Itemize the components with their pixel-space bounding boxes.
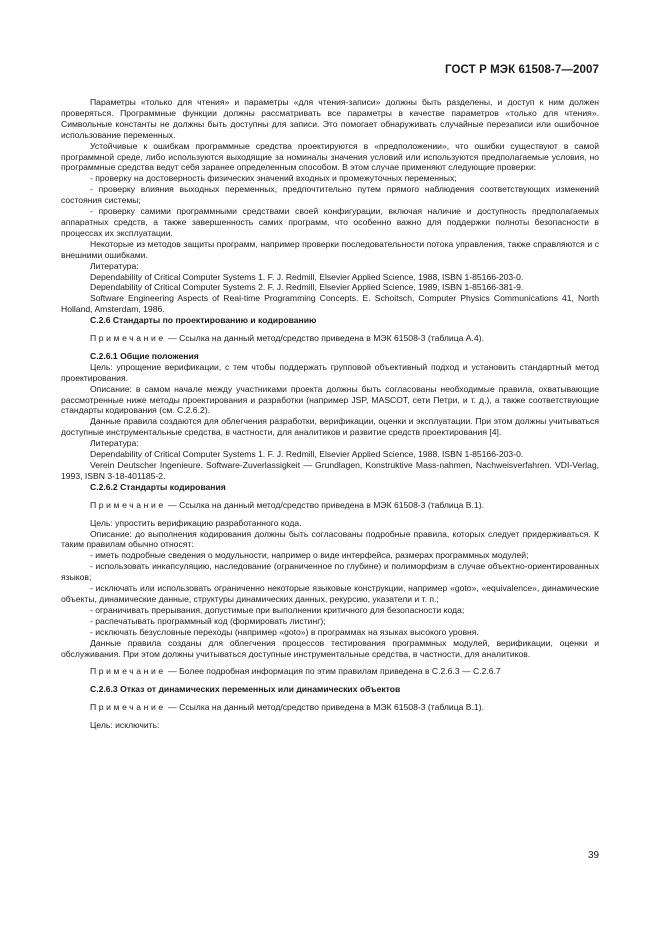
note-label: Примечание — [90, 666, 166, 677]
page-number: 39 — [588, 850, 600, 861]
list-item: - проверку влияния выходных переменных, предпочтительно путем прямого наблюдения соответствующих изменений состояния системы; — [61, 184, 599, 206]
note-text: — Ссылка на данный метод/средство приведена в МЭК 61508-3 (таблица В.1). — [165, 499, 484, 510]
list-item: - распечатывать программный код (формировать листинг); — [90, 615, 326, 626]
note-label: Примечание — [90, 702, 166, 713]
list-item: - проверку самими программными средствами своей конфигурации, включая наличие и доступность предполагаемых аппаратных средств, а также завершенность самих программ, что особенно важно для поддержки полноты безопасности в процессах их эксплуатации. — [61, 206, 599, 238]
paragraph: Цель: упростить верификацию разработанного кода. — [90, 517, 302, 528]
section-heading-c26: С.2.6 Стандарты по проектированию и кодированию — [90, 315, 317, 326]
reference: Software Engineering Aspects of Real-time Programming Concepts. E. Schoitsch, Computer Physics Communications 41, North Holland, Amsterdam, 1986. — [61, 293, 599, 315]
list-item: - ограничивать прерывания, допустимые при выполнении критичного для безопасности кода; — [90, 604, 465, 615]
paragraph: Цель: упрощение верификации, с тем чтобы поддержать групповой объективный подход и установить стандартный метод проектирования. — [61, 361, 599, 383]
reference: Verein Deutscher Ingenieure. Software-Zuverlassigkeit — Grundlagen, Konstruktive Mass-nahmen, Nachweisverfahren. VDI-Verlag, 1993, ISBN 3-18-401185-2. — [61, 460, 599, 481]
list-item: - проверку на достоверность физических значений входных и промежуточных переменных; — [90, 173, 457, 184]
list-item: - исключать или использовать ограниченно некоторые языковые конструкции, например «goto», «equivalence», динамические объекты, динамические данные, структуры динамических данных, рекурсию, указатели и т. п.; — [61, 583, 599, 604]
note-text: — Ссылка на данный метод/средство приведена в МЭК 61508-3 (таблица В.1). — [165, 702, 484, 713]
paragraph: Цель: исключить: — [90, 720, 160, 731]
paragraph: Данные правила создаются для облегчения разработки, верификации, оценки и эксплуатации. При этом должны учитываться доступные инструментальные средства, в частности, для аналитиков и развитие средств проектирования [4]. — [61, 416, 599, 438]
reference: Dependability of Critical Computer Systems 1. F. J. Redmill, Elsevier Applied Science, 1988, ISBN 1-85166-203-0. — [90, 271, 524, 282]
note-label: Примечание — [90, 333, 166, 344]
paragraph: Данные правила созданы для облегчения процессов тестирования программных модулей, верификации, оценки и обслуживания. При этом должны учитываться доступные инструментальные средства, в частности, для аналитиков. — [61, 637, 599, 659]
paragraph: Некоторые из методов защиты программ, например проверки последовательности потока управления, также справляются и с внешними ошибками. — [61, 238, 599, 260]
section-heading-c263: С.2.6.3 Отказ от динамических переменных или динамических объектов — [90, 684, 401, 695]
list-item: - иметь подробные сведения о модульности, например о виде интерфейса, размерах программных модулей; — [90, 550, 529, 561]
page-body — [61, 97, 599, 731]
paragraph: Параметры «только для чтения» и параметры «для чтения-записи» должны быть разделены, и доступ к ним должен проверяться. Программные функции должны рассматривать все параметры в качестве параметров «только для чтения». Символьные константы не должны быть доступны для записи. Это помогает обнаруживать случайные перезаписи или ошибочное использование переменных. — [61, 97, 599, 140]
note-text: — Более подробная информация по этим правилам приведена в С.2.6.3 — С.2.6.7 — [165, 666, 501, 677]
document-id-header: ГОСТ Р МЭК 61508-7—2007 — [445, 64, 599, 76]
section-heading-c261: С.2.6.1 Общие положения — [90, 350, 199, 361]
note — [61, 666, 599, 677]
paragraph: Описание: до выполнения кодирования должны быть согласованы подробные правила, которых следует придерживаться. К таким правилам обычно относят: — [61, 528, 599, 550]
note — [61, 702, 599, 713]
list-item: - исключать безусловные переходы (например «goto») в программах на языках высокого уровня. — [90, 626, 479, 637]
reference: Dependability of Critical Computer Systems 1. F. J. Redmill, Elsevier Applied Science, 1988. ISBN 1-85166-203-0. — [90, 449, 524, 460]
section-heading-c262: С.2.6.2 Стандарты кодирования — [90, 481, 226, 492]
literature-label: Литература: — [90, 438, 139, 449]
note-label: Примечание — [90, 499, 166, 510]
paragraph: Устойчивые к ошибкам программные средства проектируются в «предположении», что ошибки существуют в самой программной среде, либо используются выходящие за номиналы значения условий или используются предполагаемые условия, но программные средства ведут себя заранее определенным способом. В этом случае применяют следующие проверки: — [61, 140, 599, 173]
paragraph: Описание: в самом начале между участниками проекта должны быть согласованы необходимые правила, охватывающие рассмотренные ниже методы проектирования и разработки (например JSP, MASCOT, сети Петри, и т. д.), а также соответствующие стандарты кодирования (см. С.2.6.2). — [61, 383, 599, 416]
reference: Dependability of Critical Computer Systems 2. F. J. Redmill, Elsevier Applied Science, 1989, ISBN 1-85166-381-9. — [90, 282, 524, 293]
note — [61, 333, 599, 344]
note-text: — Ссылка на данный метод/средство приведена в МЭК 61508-3 (таблица А.4). — [165, 333, 484, 344]
note — [61, 500, 599, 511]
list-item: - использовать инкапсуляцию, наследование (ограниченное по глубине) и полиморфизм в случае объектно-ориентированных языков; — [61, 561, 599, 583]
literature-label: Литература: — [90, 260, 139, 271]
